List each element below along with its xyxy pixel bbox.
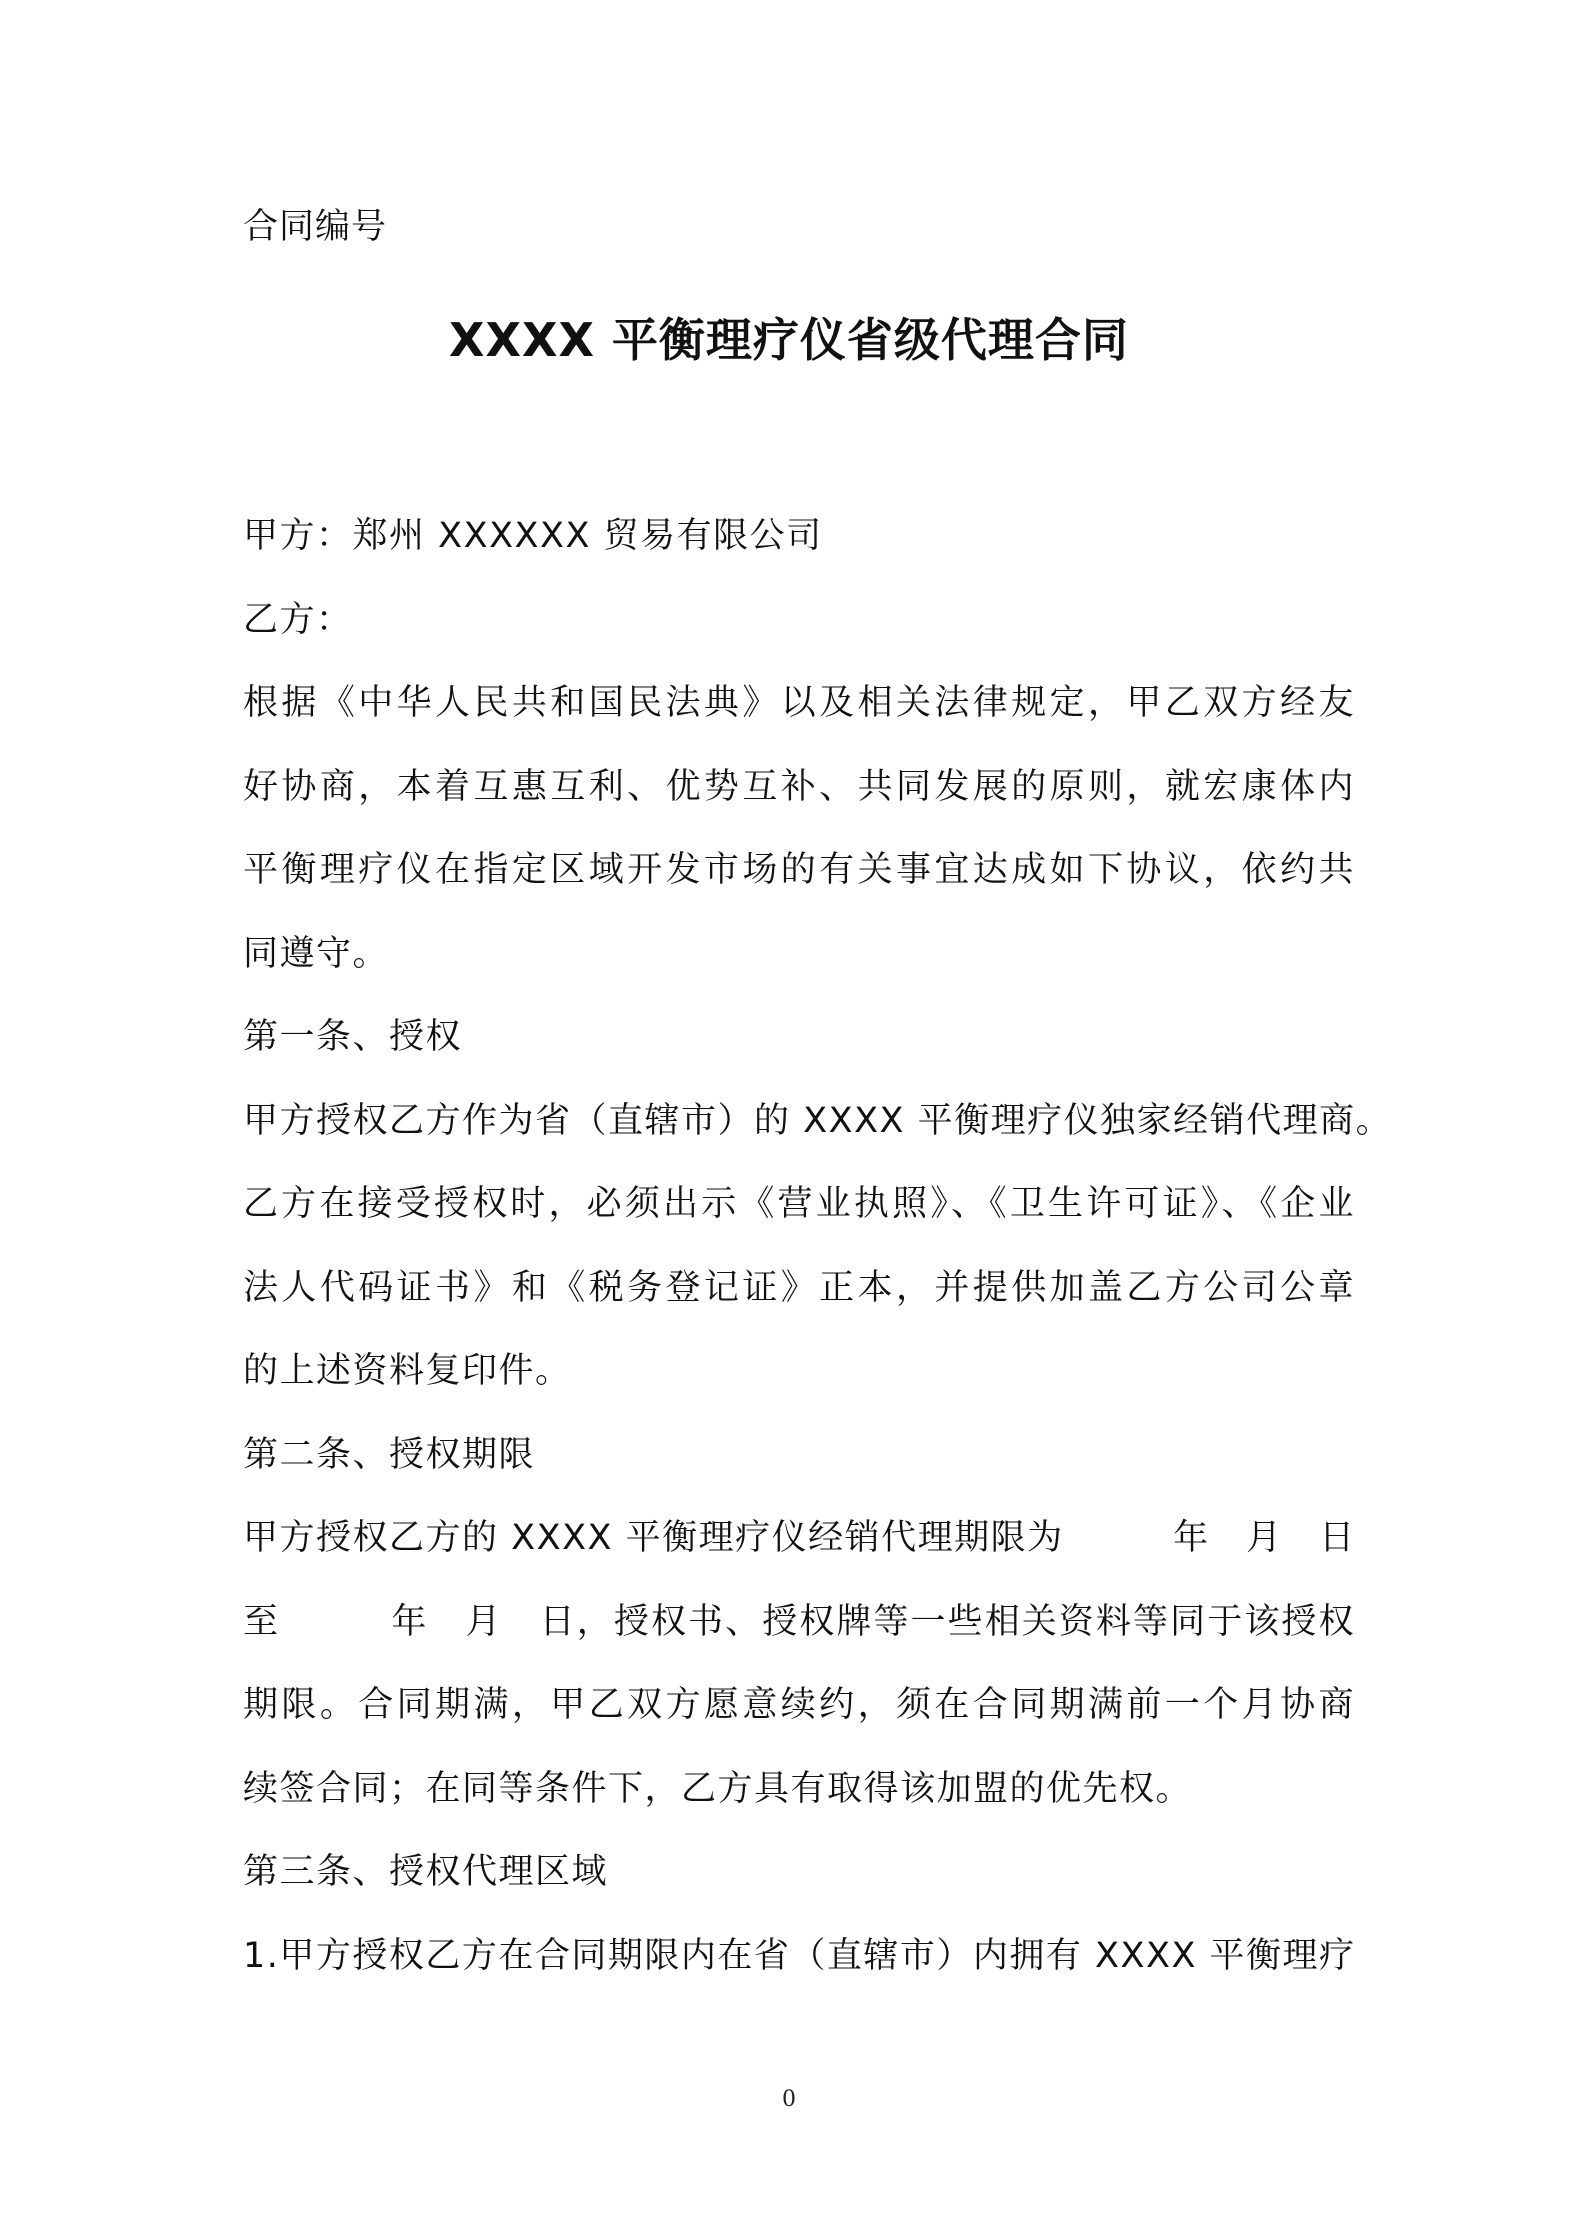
- article-2-line: 续签合同；在同等条件下，乙方具有取得该加盟的优先权。: [243, 1768, 1193, 1809]
- party-a-line: 甲方：郑州 XXXXXX 贸易有限公司: [243, 516, 823, 556]
- preamble-line: 同遵守。: [243, 933, 390, 974]
- article-1-line: 甲方授权乙方作为省（直辖市）的 XXXX 平衡理疗仪独家经销代理商。: [243, 1100, 1393, 1141]
- page-number: 0: [782, 2087, 796, 2112]
- document-body: [243, 495, 1393, 1998]
- document-title: XXXX 平衡理疗仪省级代理合同: [449, 313, 1129, 367]
- contract-number-label: 合同编号: [243, 207, 388, 247]
- preamble-line: 好协商，本着互惠互利、优势互补、共同发展的原则，就宏康体内: [243, 766, 1355, 807]
- article-2-line: 至 年 月 日，授权书、授权牌等一些相关资料等同于该授权: [243, 1601, 1355, 1642]
- party-b-line: 乙方：: [243, 599, 353, 640]
- article-2-line: 甲方授权乙方的 XXXX 平衡理疗仪经销代理期限为 年 月 日: [243, 1518, 1356, 1558]
- article-3-heading: 第三条、授权代理区域: [243, 1852, 609, 1892]
- article-3-line: 1.甲方授权乙方在合同期限内在省（直辖市）内拥有 XXXX 平衡理疗: [243, 1935, 1356, 1976]
- article-2-line: 期限。合同期满，甲乙双方愿意续约，须在合同期满前一个月协商: [243, 1685, 1355, 1725]
- article-1-line: 法人代码证书》和《税务登记证》正本，并提供加盖乙方公司公章: [243, 1267, 1355, 1308]
- article-1-line: 乙方在接受授权时，必须出示《营业执照》、《卫生许可证》、《企业: [243, 1184, 1355, 1224]
- article-2-heading: 第二条、授权期限: [243, 1434, 536, 1475]
- preamble-line: 根据《中华人民共和国民法典》以及相关法律规定，甲乙双方经友: [243, 683, 1355, 723]
- article-1-line: 的上述资料复印件。: [243, 1351, 572, 1391]
- preamble-line: 平衡理疗仪在指定区域开发市场的有关事宜达成如下协议，依约共: [243, 850, 1355, 890]
- article-1-heading: 第一条、授权: [243, 1017, 463, 1057]
